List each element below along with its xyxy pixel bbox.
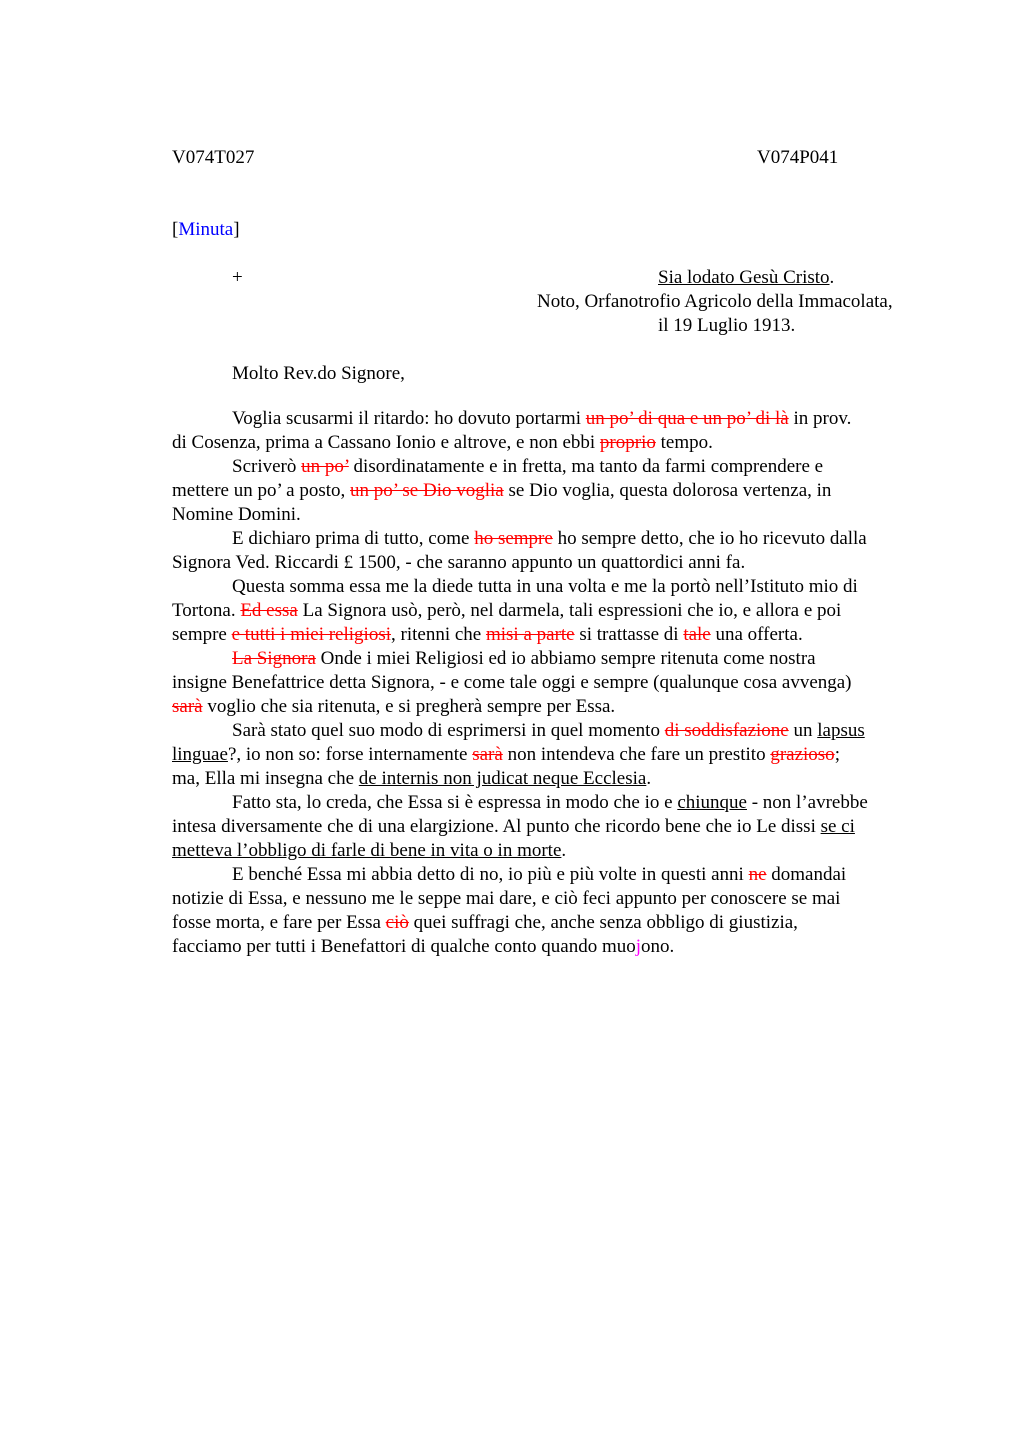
underlined-text: de internis non judicat neque Ecclesia (358, 768, 647, 789)
deleted-text: tale (683, 624, 711, 645)
body-line (172, 671, 924, 695)
text: di Cosenza, prima a Cassano Ionio e altrove, e non ebbi (172, 432, 600, 453)
body-line (172, 815, 924, 839)
underlined-text: chiunque (677, 792, 747, 813)
deleted-text: ciò (385, 912, 409, 933)
body-line (172, 743, 924, 767)
date-line: il 19 Luglio 1913. (658, 315, 796, 336)
body-line (172, 935, 924, 959)
text: voglio che sia ritenuta, e si pregherà sempre per Essa. (202, 696, 616, 717)
text: Tortona. (172, 600, 241, 621)
praise-period: . (829, 267, 835, 288)
underlined-text: se ci (820, 816, 855, 837)
text: facciamo per tutti i Benefattori di qualche conto quando muo (172, 936, 636, 957)
text: intesa diversamente che di una elargizione. Al punto che ricordo bene che io Le dissi (172, 816, 821, 837)
text: . (561, 840, 567, 861)
body-line (172, 863, 924, 887)
text: Nomine Domini. (172, 504, 301, 525)
deleted-text: sarà (172, 696, 203, 717)
salutation: Molto Rev.do Signore, (232, 363, 405, 384)
text: fosse morta, e fare per Essa (172, 912, 386, 933)
body-line (172, 623, 924, 647)
text: - non l’avrebbe (746, 792, 868, 813)
text: non intendeva che fare un prestito (502, 744, 771, 765)
minuta-word: Minuta (178, 219, 234, 240)
body-line (172, 599, 924, 623)
text: ono. (641, 936, 675, 957)
body-line (172, 455, 924, 479)
text: ho sempre detto, che io ho ricevuto dalla (552, 528, 867, 549)
text: Sarà stato quel suo modo di esprimersi in quel momento (232, 720, 665, 741)
text: E dichiaro prima di tutto, come (232, 528, 475, 549)
body-line (172, 407, 924, 431)
deleted-text: ne (748, 864, 767, 885)
text: Scriverò (232, 456, 302, 477)
text: ma, Ella mi insegna che (172, 768, 359, 789)
cross-symbol: + (232, 267, 243, 288)
text: ?, io non so: forse internamente (227, 744, 473, 765)
text: E benché Essa mi abbia detto di no, io più e più volte in questi anni (232, 864, 749, 885)
underlined-text: metteva l’obbligo di farle di bene in vita o in morte (172, 840, 562, 861)
text: insigne Benefattrice detta Signora, - e come tale oggi e sempre (qualunque cosa avvenga) (172, 672, 852, 693)
text: una offerta. (710, 624, 803, 645)
body-line (172, 431, 924, 455)
text: sempre (172, 624, 232, 645)
deleted-text: e tutti i miei religiosi (231, 624, 391, 645)
archive-code-left: V074T027 (172, 147, 255, 168)
text: Signora Ved. Riccardi £ 1500, - che saranno appunto un quattordici anni fa. (172, 552, 746, 573)
text: ; (834, 744, 840, 765)
archive-code-right: V074P041 (757, 147, 839, 168)
text: se Dio voglia, questa dolorosa vertenza, in (503, 480, 832, 501)
deleted-text: Ed essa (240, 600, 298, 621)
text: si trattasse di (574, 624, 684, 645)
body-line (172, 887, 924, 911)
deleted-text: un po’ di qua e un po’ di là (585, 408, 789, 429)
minuta-label (172, 218, 240, 242)
deleted-text: di soddisfazione (664, 720, 789, 741)
body-line (172, 719, 924, 743)
body-line (172, 551, 924, 575)
text: notizie di Essa, e nessuno me le seppe mai dare, e ciò feci appunto per conoscere se mai (172, 888, 841, 909)
deleted-text: grazioso (770, 744, 835, 765)
letter-body (172, 407, 924, 959)
praise-text: Sia lodato Gesù Cristo (658, 267, 830, 288)
body-line (172, 503, 924, 527)
deleted-text: ho sempre (474, 528, 553, 549)
text: Voglia scusarmi il ritardo: ho dovuto portarmi (232, 408, 586, 429)
underlined-text: lapsus (817, 720, 865, 741)
body-line (172, 911, 924, 935)
text: quei suffragi che, anche senza obbligo di giustizia, (408, 912, 798, 933)
bracket-open: [ (172, 219, 179, 240)
body-line (172, 647, 924, 671)
body-line (172, 695, 924, 719)
deleted-text: un po’ (301, 456, 349, 477)
corrected-letter: j (635, 936, 642, 957)
text: Fatto sta, lo creda, che Essa si è espressa in modo che io e (232, 792, 678, 813)
deleted-text: La Signora (232, 648, 316, 669)
body-line (172, 839, 924, 863)
deleted-text: proprio (599, 432, 656, 453)
body-line (172, 575, 924, 599)
deleted-text: sarà (472, 744, 503, 765)
text: Questa somma essa me la diede tutta in una volta e me la portò nell’Istituto mio di (232, 576, 858, 597)
body-line (172, 527, 924, 551)
body-line (172, 479, 924, 503)
text: domandai (766, 864, 847, 885)
praise-line (658, 266, 834, 290)
text: , ritenni che (391, 624, 486, 645)
text: tempo. (655, 432, 713, 453)
text: Onde i miei Religiosi ed io abbiamo sempre ritenuta come nostra (315, 648, 816, 669)
text: . (646, 768, 652, 789)
bracket-close: ] (233, 219, 240, 240)
text: La Signora usò, però, nel darmela, tali espressioni che io, e allora e poi (297, 600, 842, 621)
text: mettere un po’ a posto, (172, 480, 350, 501)
text: disordinatamente e in fretta, ma tanto da farmi comprendere e (348, 456, 824, 477)
underlined-text: linguae (172, 744, 228, 765)
deleted-text: un po’ se Dio voglia (350, 480, 504, 501)
body-line (172, 791, 924, 815)
text: in prov. (788, 408, 852, 429)
text: un (788, 720, 818, 741)
body-line (172, 767, 924, 791)
deleted-text: misi a parte (485, 624, 575, 645)
place-line: Noto, Orfanotrofio Agricolo della Immacolata, (537, 291, 893, 312)
